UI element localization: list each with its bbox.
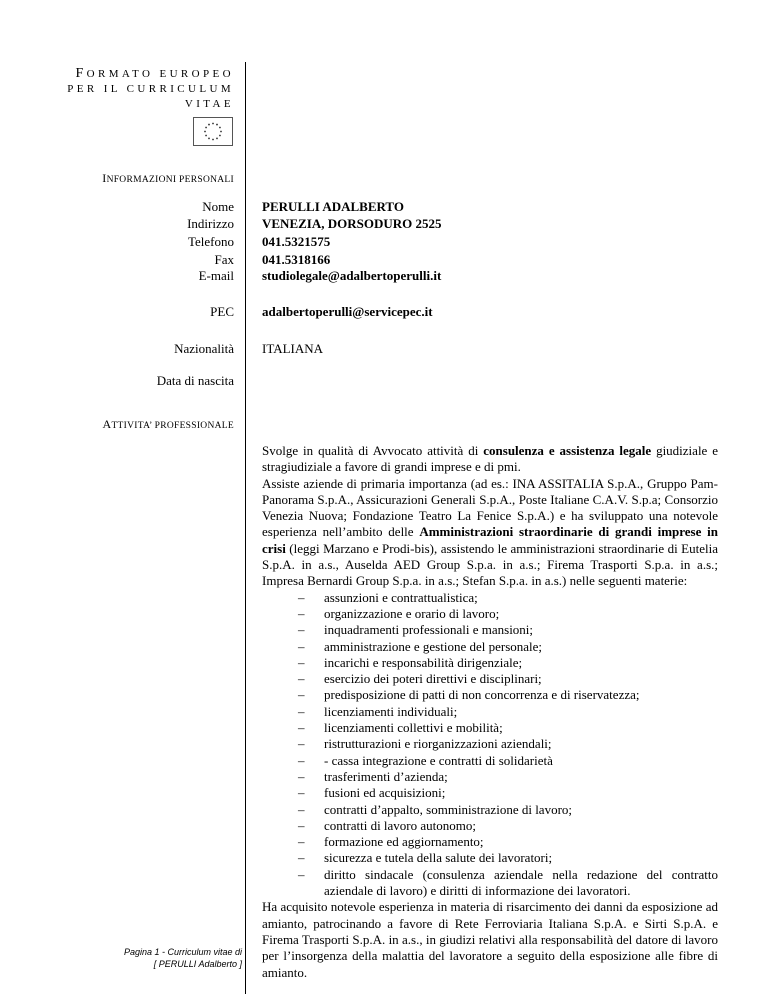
professional-description	[262, 443, 718, 981]
list-item: – assunzioni e contrattualistica;	[298, 589, 478, 605]
list-item: – trasferimenti d’azienda;	[298, 768, 448, 784]
header-line-2: PER IL CURRICULUM	[67, 83, 234, 95]
list-item: – fusioni ed acquisizioni;	[298, 785, 446, 801]
list-item: – licenziamenti individuali;	[298, 703, 458, 719]
label-nazionalita: Nazionalità	[174, 341, 234, 356]
list-item: – amministrazione e gestione del personale;	[298, 638, 543, 654]
footer-line-1: Pagina 1 - Curriculum vitae di	[123, 947, 242, 957]
list-item: – sicurezza e tutela della salute dei lavoratori;	[298, 850, 553, 866]
list-item: – incarichi e responsabilità dirigenziale;	[298, 654, 523, 670]
list-item: – diritto sindacale (consulenza aziendale nella redazione del contratto aziendale di lavoro) e diritti di informazione dei lavoratori.	[298, 866, 718, 899]
header-line-1	[67, 66, 234, 82]
label-fax: Fax	[214, 252, 234, 267]
list-item: – licenziamenti collettivi e mobilità;	[298, 720, 503, 736]
value-telefono: 041.5321575	[262, 234, 331, 249]
label-pec: PEC	[210, 304, 234, 319]
list-item: – predisposizione di patti di non concorrenza e di riservatezza;	[298, 687, 640, 703]
section-title-professional: ATTIVITA’ PROFESSIONALE	[102, 417, 234, 431]
value-fax: 041.5318166	[262, 252, 331, 267]
value-email[interactable]: studiolegale@adalbertoperulli.it	[262, 268, 442, 283]
list-item: – esercizio dei poteri direttivi e disciplinari;	[298, 671, 542, 687]
list-item: – - cassa integrazione e contratti di solidarietà	[298, 752, 553, 768]
value-nazionalita: ITALIANA	[262, 341, 324, 356]
header-initial: F	[75, 66, 87, 81]
list-item: – ristrutturazioni e riorganizzazioni aziendali;	[298, 736, 552, 752]
footer-line-2: [ PERULLI Adalberto ]	[153, 959, 242, 969]
column-divider	[245, 62, 246, 994]
page-footer	[124, 946, 242, 970]
label-email: E-mail	[198, 268, 234, 283]
header-line-3: VITAE	[184, 98, 234, 110]
paragraph-amianto: Ha acquisito notevole esperienza in materia di risarcimento dei danni da esposizione ad amianto, patrocinando a favore di Rete Ferroviaria Italiana S.p.A. e Sirti S.p.A. e Firema Trasporti S.p.A. in a.s., in giudizi relativi alla responsabilità del datore di lavoro per l’insorgenza della malattia del lavoratore a seguito della esposizione alle fibre di amianto.	[262, 899, 718, 980]
materie-list	[262, 590, 718, 900]
list-item: – organizzazione e orario di lavoro;	[298, 605, 500, 621]
value-nome: PERULLI ADALBERTO	[262, 199, 404, 214]
document-header	[67, 66, 234, 112]
label-data-nascita: Data di nascita	[156, 373, 234, 388]
paragraph-aziende: Assiste aziende di primaria importanza (ad es.: INA ASSITALIA S.p.A., Gruppo Pam-Panorama S.p.A., Assicurazioni Generali S.p.A., Poste Italiane C.A.V. S.p.a; Consorzio Venezia Nuova; Fondazione Teatro La Fenice S.p.A.) e ha sviluppato una notevole esperienza nell’ambito delle Amministrazioni straordinarie di grandi imprese in crisi (leggi Marzano e Prodi-bis), assistendo le amministrazioni straordinarie di Eutelia S.p.A. in a.s., Auselda AED Group S.p.a. in a.s.; Firema Trasporti S.p.a. in a.s.; Impresa Bernardi Group S.p.a. in a.s.; Stefan S.p.a. in a.s.) nelle seguenti materie:	[262, 475, 718, 589]
header-rest: ORMATO EUROPEO	[86, 68, 234, 80]
list-item: – formazione ed aggiornamento;	[298, 834, 484, 850]
eu-flag-icon	[193, 117, 233, 146]
list-item: – contratti di lavoro autonomo;	[298, 817, 476, 833]
list-item: – contratti d’appalto, somministrazione di lavoro;	[298, 801, 573, 817]
label-telefono: Telefono	[187, 234, 234, 249]
label-indirizzo: Indirizzo	[187, 216, 234, 231]
list-item: – inquadramenti professionali e mansioni;	[298, 622, 534, 638]
value-pec[interactable]: adalbertoperulli@servicepec.it	[262, 304, 433, 319]
label-nome: Nome	[202, 199, 234, 214]
section-title-personal: INFORMAZIONI PERSONALI	[102, 171, 234, 185]
value-indirizzo: VENEZIA, DORSODURO 2525	[262, 216, 442, 231]
paragraph-consulenza: Svolge in qualità di Avvocato attività di consulenza e assistenza legale giudiziale e stragiudiziale a favore di grandi imprese e di pmi.	[262, 443, 719, 475]
